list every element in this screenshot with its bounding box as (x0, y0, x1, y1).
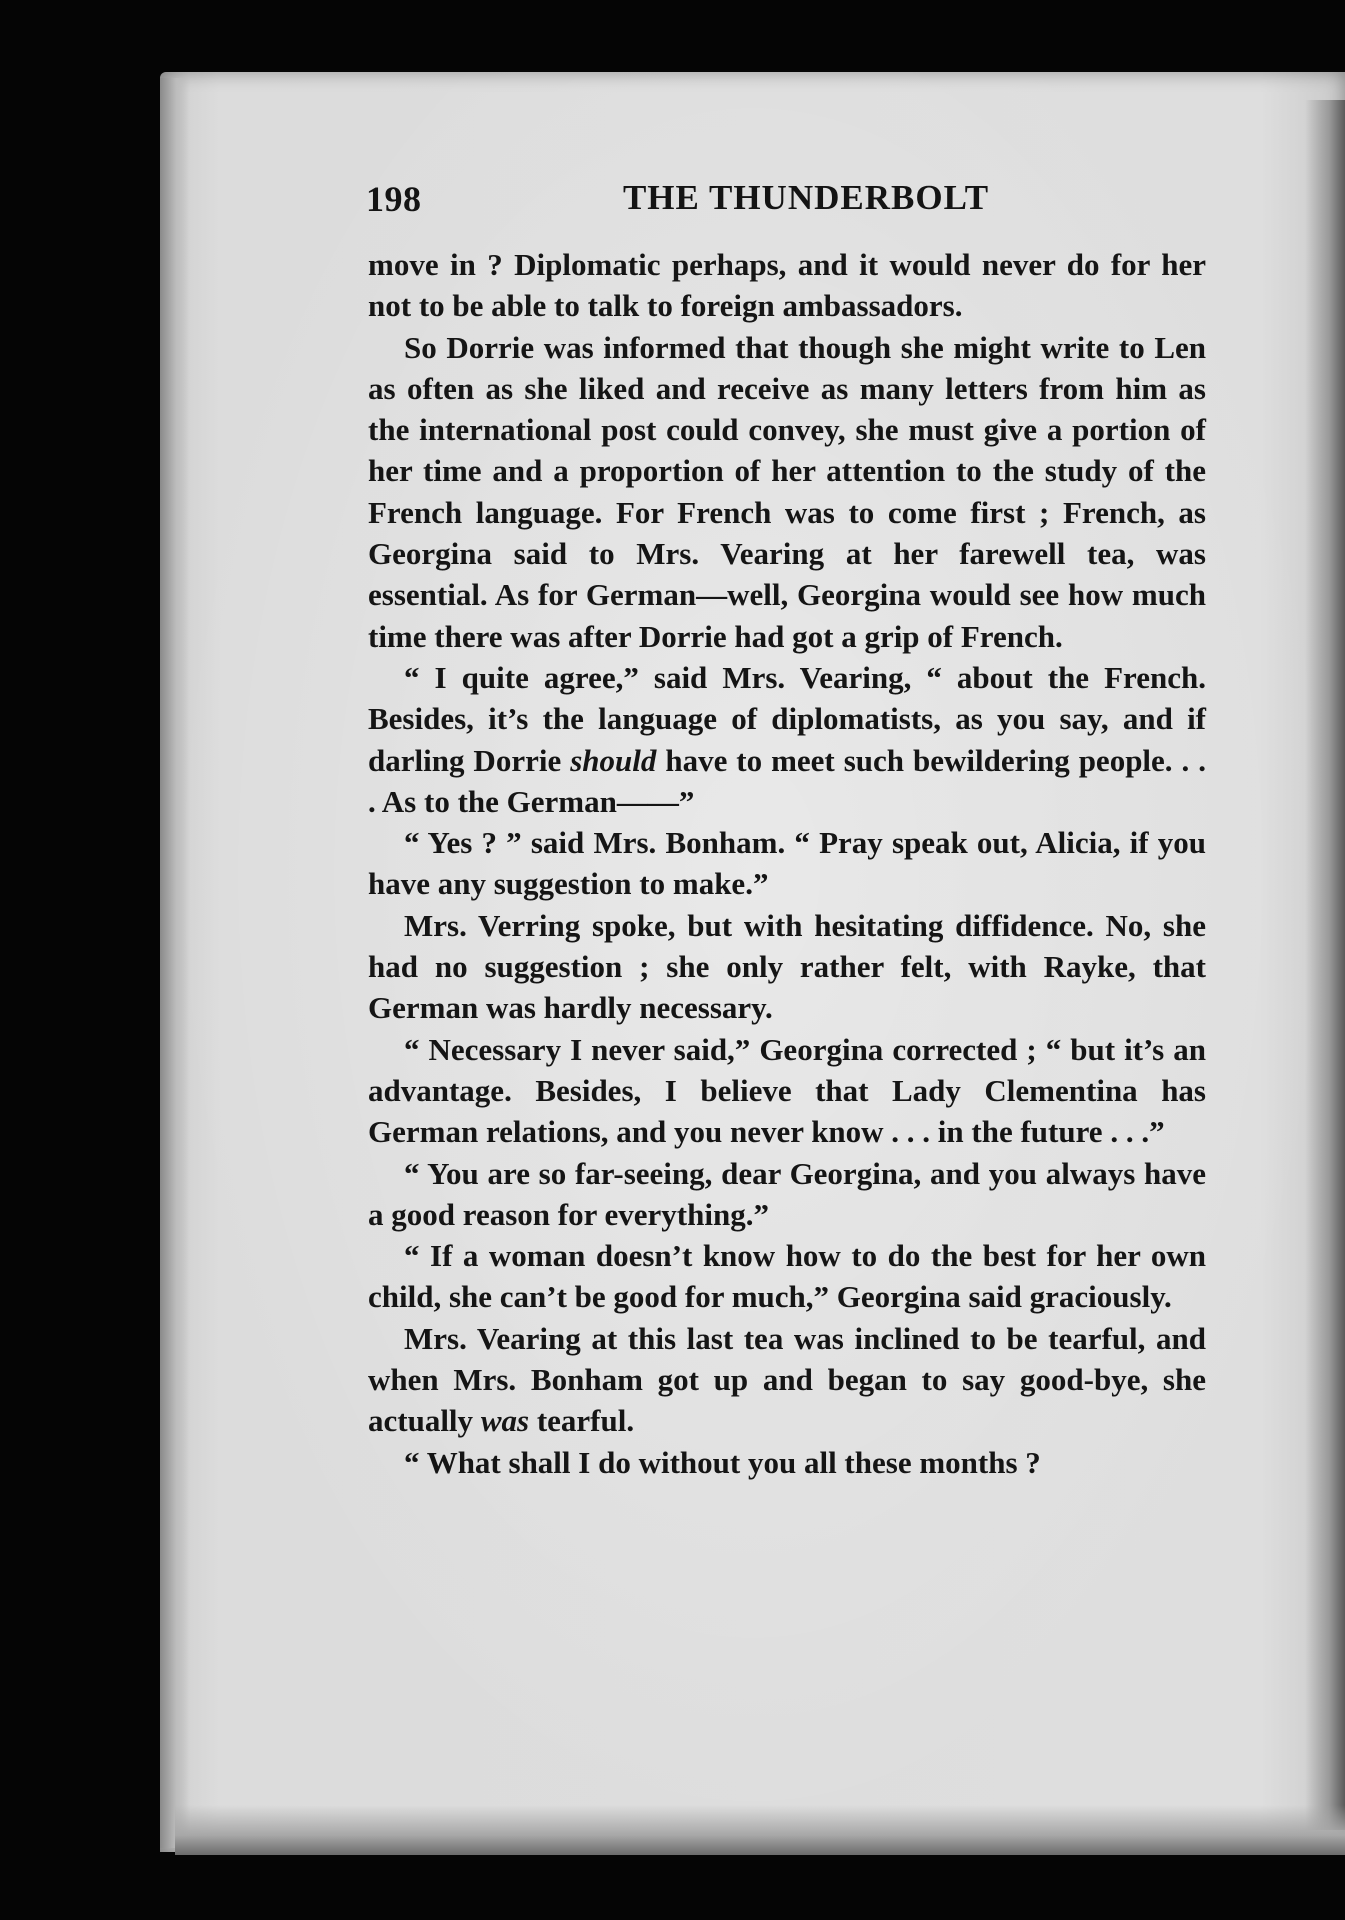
page-header (366, 178, 1206, 228)
paragraph-text: have to meet such bewildering people. . . . As to the German——” (368, 742, 1206, 819)
paragraph-text: Mrs. Vearing at this last tea was inclined to be tearful, and when Mrs. Bonham got up and began to say good-bye, she actually (368, 1320, 1206, 1439)
body-text (368, 244, 1206, 1483)
paragraph-text: “ What shall I do without you all these months ? (404, 1444, 1041, 1480)
paragraph (368, 1318, 1206, 1442)
paragraph-text: move in ? Diplomatic perhaps, and it would never do for her not to be able to talk to foreign ambassadors. (368, 247, 1206, 324)
paragraph (368, 1153, 1206, 1236)
paragraph-text: “ Yes ? ” said Mrs. Bonham. “ Pray speak out, Alicia, if you have any suggestion to make.” (368, 825, 1206, 902)
paragraph (368, 1029, 1206, 1153)
paragraph-text: “ You are so far-seeing, dear Georgina, and you always have a good reason for everything.” (368, 1155, 1206, 1232)
paragraph-text: tearful. (529, 1403, 635, 1439)
paragraph-text: So Dorrie was informed that though she might write to Len as often as she liked and receive as many letters from him as the international post could convey, she must give a portion of her time and a proportion of her attention to the study of the French language. For French was to come first ; French, as Georgina said to Mrs. Vearing at her farewell tea, was essential. As for German—well, Georgina would see how much time there was after Dorrie had got a grip of French. (368, 329, 1206, 654)
paragraph-text: “ I quite agree,” said Mrs. Vearing, “ about the French. Besides, it’s the language of diplomatists, as you say, and if darling Dorrie (368, 659, 1206, 778)
page-edge-bottom (175, 1805, 1345, 1855)
page-gutter-shadow (160, 78, 190, 1848)
paragraph (368, 244, 1206, 327)
paragraph (368, 1442, 1206, 1483)
page-number: 198 (366, 179, 422, 219)
paragraph-text: “ If a woman doesn’t know how to do the best for her own child, she can’t be good for much,” Georgina said graciously. (368, 1238, 1206, 1315)
paragraph (368, 1235, 1206, 1318)
emphasized-text: was (480, 1403, 530, 1439)
paragraph (368, 905, 1206, 1029)
running-head: THE THUNDERBOLT (622, 178, 990, 217)
paragraph-text: Mrs. Verring spoke, but with hesitating diffidence. No, she had no suggestion ; she only rather felt, with Rayke, that German was hardly necessary. (368, 907, 1206, 1026)
paragraph (368, 327, 1206, 657)
emphasized-text: should (570, 742, 657, 778)
paragraph-text: “ Necessary I never said,” Georgina corrected ; “ but it’s an advantage. Besides, I believe that Lady Clementina has German relations, and you never know . . . in the future . . .” (368, 1031, 1206, 1150)
page-edge-right (1305, 100, 1345, 1830)
paragraph (368, 822, 1206, 905)
paragraph (368, 657, 1206, 822)
